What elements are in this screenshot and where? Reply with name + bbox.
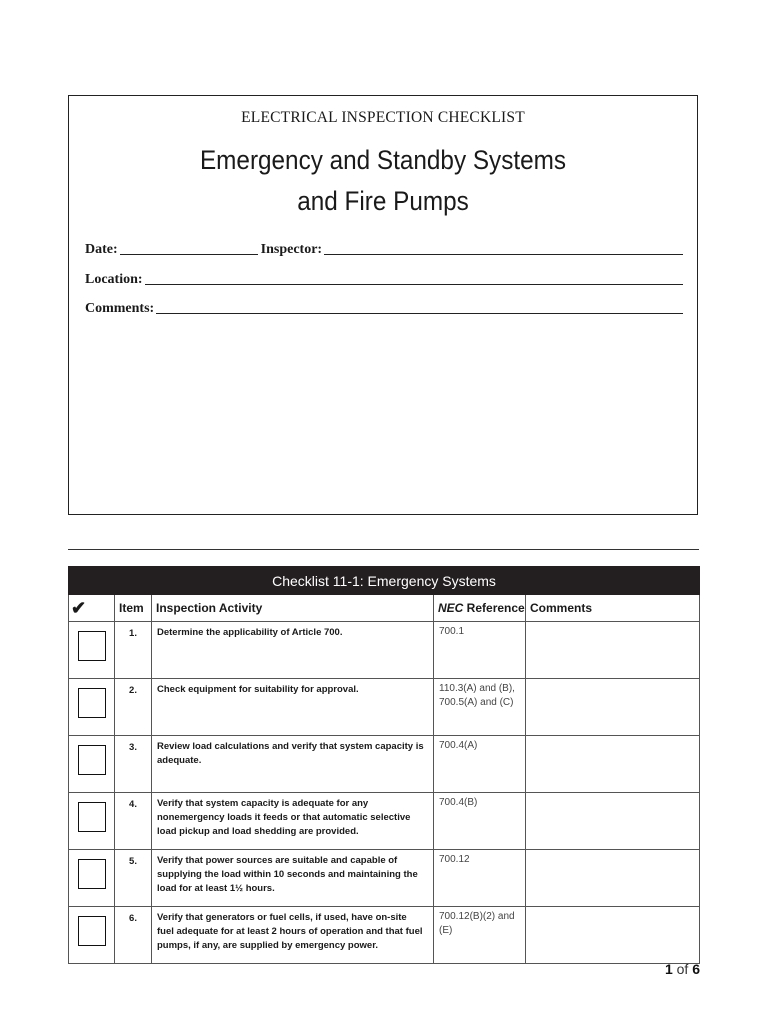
column-header-item: Item bbox=[115, 595, 152, 622]
table-row bbox=[69, 736, 700, 793]
inspection-activity: Determine the applicability of Article 700. bbox=[152, 622, 434, 679]
table-row bbox=[69, 793, 700, 850]
table-row bbox=[69, 850, 700, 907]
comments-cell[interactable] bbox=[526, 736, 700, 793]
checkbox[interactable] bbox=[78, 859, 106, 889]
date-inspector-row bbox=[85, 240, 683, 258]
table-row bbox=[69, 679, 700, 736]
location-row bbox=[85, 270, 683, 288]
item-number: 2. bbox=[115, 679, 152, 736]
nec-reference: 700.1 bbox=[434, 622, 526, 679]
checkbox[interactable] bbox=[78, 631, 106, 661]
header-box bbox=[68, 95, 698, 515]
checkmark-icon: ✔ bbox=[69, 595, 115, 622]
checkbox[interactable] bbox=[78, 688, 106, 718]
date-field[interactable] bbox=[120, 254, 258, 255]
date-label: Date: bbox=[85, 242, 118, 257]
comments-cell[interactable] bbox=[526, 622, 700, 679]
inspection-activity: Verify that system capacity is adequate for any nonemergency loads it feeds or that automatic selective load pickup and load shedding are provided. bbox=[152, 793, 434, 850]
inspection-activity: Verify that power sources are suitable and capable of supplying the load within 10 seconds and maintaining the load for at least 1½ hours. bbox=[152, 850, 434, 907]
column-header-reference bbox=[434, 595, 526, 622]
checkbox[interactable] bbox=[78, 745, 106, 775]
table-caption: Checklist 11-1: Emergency Systems bbox=[69, 567, 700, 595]
table-row bbox=[69, 622, 700, 679]
page-separator: of bbox=[672, 961, 693, 977]
nec-label: NEC bbox=[438, 601, 464, 615]
comments-label: Comments: bbox=[85, 301, 155, 316]
comments-cell[interactable] bbox=[526, 679, 700, 736]
inspector-label: Inspector: bbox=[260, 242, 323, 257]
emergency-systems-table bbox=[68, 566, 700, 964]
item-number: 1. bbox=[115, 622, 152, 679]
comments-cell[interactable] bbox=[526, 907, 700, 964]
comments-cell[interactable] bbox=[526, 850, 700, 907]
checkbox[interactable] bbox=[78, 802, 106, 832]
reference-label: Reference bbox=[463, 601, 525, 615]
table-row bbox=[69, 907, 700, 964]
comments-row bbox=[85, 299, 683, 317]
nec-reference: 700.12 bbox=[434, 850, 526, 907]
checklist-kicker: ELECTRICAL INSPECTION CHECKLIST bbox=[241, 109, 525, 126]
nec-reference: 700.12(B)(2) and (E) bbox=[434, 907, 526, 964]
inspection-activity: Review load calculations and verify that system capacity is adequate. bbox=[152, 736, 434, 793]
item-number: 3. bbox=[115, 736, 152, 793]
item-number: 5. bbox=[115, 850, 152, 907]
checkbox[interactable] bbox=[78, 916, 106, 946]
nec-reference: 700.4(A) bbox=[434, 736, 526, 793]
title-line-1: Emergency and Standby Systems bbox=[199, 145, 567, 175]
location-field[interactable] bbox=[145, 284, 683, 285]
inspection-activity: Check equipment for suitability for approval. bbox=[152, 679, 434, 736]
comments-cell[interactable] bbox=[526, 793, 700, 850]
inspection-activity: Verify that generators or fuel cells, if used, have on-site fuel adequate for at least 2 hours of operation and that fuel pumps, if any, are supplied by emergency power. bbox=[152, 907, 434, 964]
comments-field[interactable] bbox=[156, 313, 683, 314]
title-line-2: and Fire Pumps bbox=[297, 186, 469, 216]
column-header-activity: Inspection Activity bbox=[152, 595, 434, 622]
total-pages: 6 bbox=[692, 961, 700, 977]
current-page: 1 bbox=[664, 961, 673, 977]
item-number: 6. bbox=[115, 907, 152, 964]
page-title bbox=[100, 140, 665, 222]
item-number: 4. bbox=[115, 793, 152, 850]
location-label: Location: bbox=[85, 272, 143, 287]
column-header-comments: Comments bbox=[526, 595, 700, 622]
inspector-field[interactable] bbox=[324, 254, 683, 255]
nec-reference: 110.3(A) and (B), 700.5(A) and (C) bbox=[434, 679, 526, 736]
page-indicator bbox=[665, 961, 700, 977]
nec-reference: 700.4(B) bbox=[434, 793, 526, 850]
section-divider bbox=[68, 549, 699, 550]
